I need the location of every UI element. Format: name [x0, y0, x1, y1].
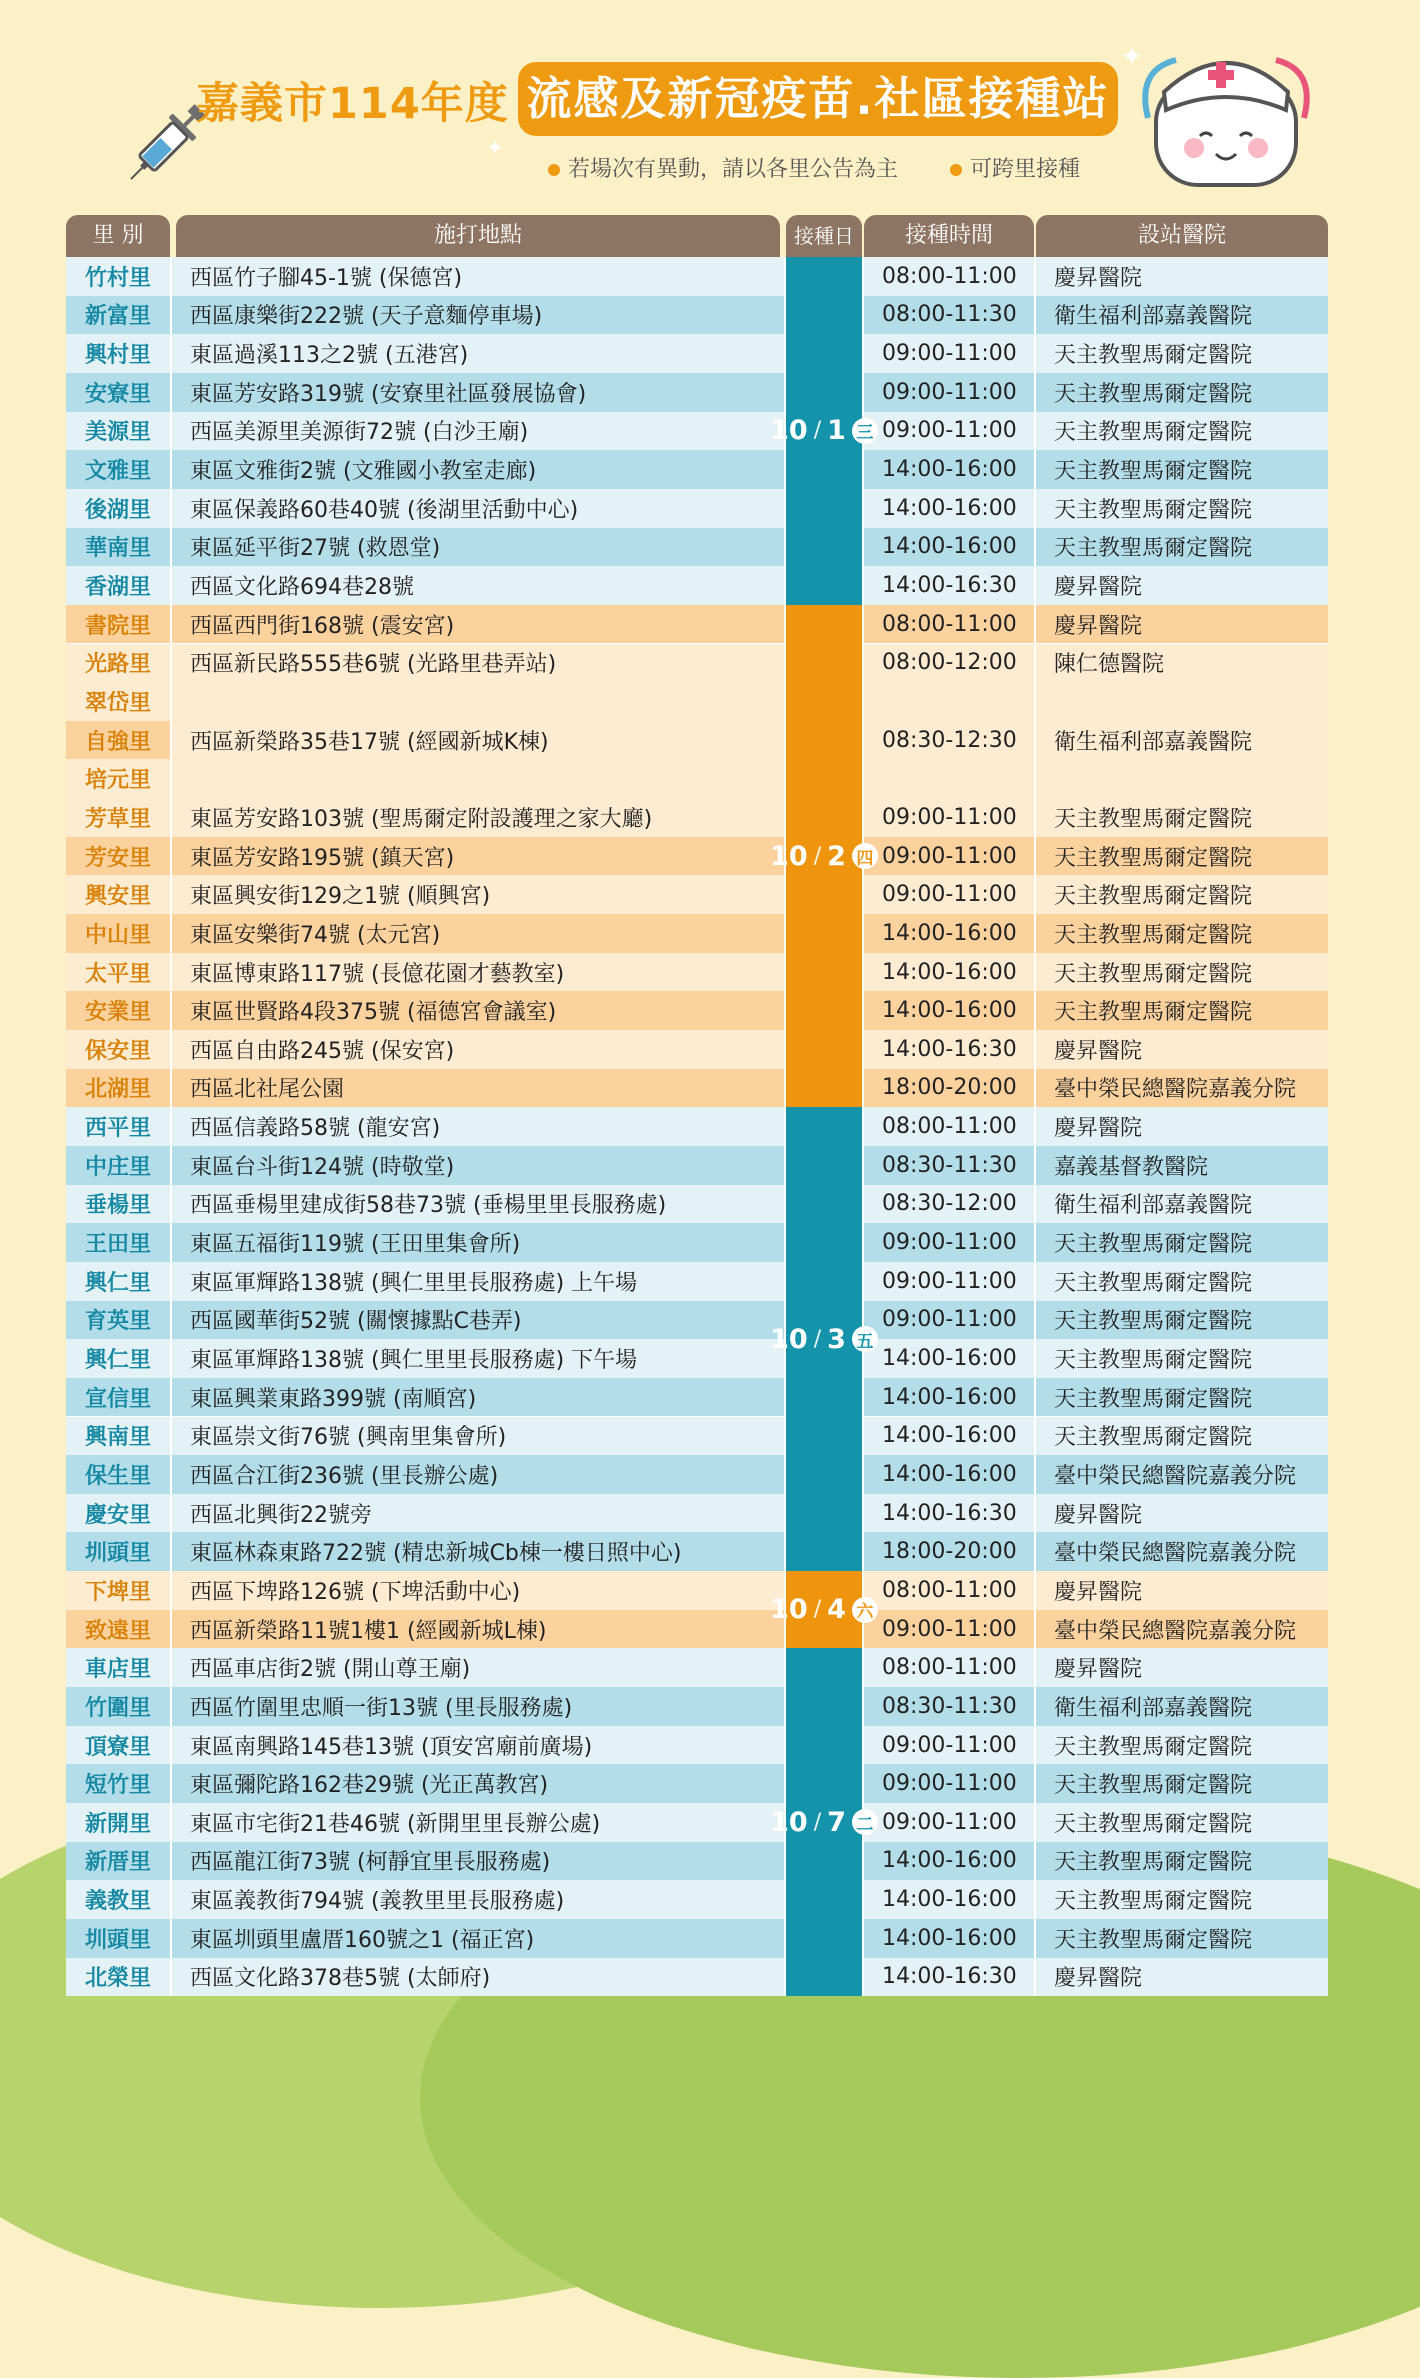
hospital-cell: 陳仁德醫院	[1036, 644, 1328, 683]
date-label	[770, 1594, 878, 1625]
hospital-cell: 衛生福利部嘉義醫院	[1036, 682, 1328, 798]
note-cross-li: 可跨里接種	[950, 152, 1080, 183]
address-cell: 東區林森東路722號 (精忠新城Cb棟一樓日照中心)	[172, 1532, 784, 1571]
table-row	[66, 798, 1328, 837]
li-name: 頂寮里	[66, 1726, 170, 1765]
li-name: 興村里	[66, 334, 170, 373]
time-cell: 14:00-16:00	[864, 914, 1034, 953]
time-cell: 14:00-16:00	[864, 1919, 1034, 1958]
time-cell: 08:30-11:30	[864, 1687, 1034, 1726]
address-cell: 東區興業東路399號 (南順宮)	[172, 1378, 784, 1417]
time-cell: 14:00-16:30	[864, 566, 1034, 605]
li-name: 安業里	[66, 991, 170, 1030]
li-name: 翠岱里	[66, 682, 170, 721]
bullet-dot-icon	[950, 164, 962, 176]
li-name: 光路里	[66, 644, 170, 683]
table-row	[66, 412, 1328, 451]
li-name: 致遠里	[66, 1610, 170, 1649]
li-name: 文雅里	[66, 450, 170, 489]
time-cell: 14:00-16:30	[864, 1030, 1034, 1069]
address-cell: 西區竹圍里忠順一街13號 (里長服務處)	[172, 1687, 784, 1726]
hospital-cell: 天主教聖馬爾定醫院	[1036, 1417, 1328, 1456]
time-cell: 09:00-11:00	[864, 1803, 1034, 1842]
date-cell	[770, 1571, 874, 1648]
address-cell: 西區下埤路126號 (下埤活動中心)	[172, 1571, 784, 1610]
address-cell: 東區興安街129之1號 (順興宮)	[172, 875, 784, 914]
address-cell: 東區義教街794號 (義教里里長服務處)	[172, 1880, 784, 1919]
li-name: 興南里	[66, 1417, 170, 1456]
time-cell: 09:00-11:00	[864, 1726, 1034, 1765]
address-cell: 西區新榮路11號1樓1 (經國新城L棟)	[172, 1610, 784, 1649]
li-name: 太平里	[66, 953, 170, 992]
table-body	[66, 257, 1328, 1996]
date-day: 7	[827, 1806, 846, 1838]
table-row	[66, 1378, 1328, 1417]
hospital-cell: 天主教聖馬爾定醫院	[1036, 1262, 1328, 1301]
bullet-dot-icon	[548, 164, 560, 176]
sparkle-icon: ✦	[486, 136, 505, 161]
hospital-cell: 天主教聖馬爾定醫院	[1036, 953, 1328, 992]
hospital-cell: 慶昇醫院	[1036, 566, 1328, 605]
address-cell: 西區文化路694巷28號	[172, 566, 784, 605]
table-row	[66, 1185, 1328, 1224]
address-cell: 東區世賢路4段375號 (福德宮會議室)	[172, 991, 784, 1030]
address-cell: 西區北社尾公園	[172, 1069, 784, 1108]
time-cell: 09:00-11:00	[864, 334, 1034, 373]
table-row	[66, 1842, 1328, 1881]
hospital-cell: 天主教聖馬爾定醫院	[1036, 1803, 1328, 1842]
li-name: 慶安里	[66, 1494, 170, 1533]
time-cell: 09:00-11:00	[864, 412, 1034, 451]
address-cell: 西區西門街168號 (震安宮)	[172, 605, 784, 644]
date-separator: /	[813, 1326, 822, 1352]
time-cell: 09:00-11:00	[864, 1223, 1034, 1262]
address-cell: 西區新民路555巷6號 (光路里巷弄站)	[172, 644, 784, 683]
table-row	[66, 450, 1328, 489]
table-row	[66, 1262, 1328, 1301]
date-month: 10	[770, 840, 808, 872]
address-cell: 東區芳安路195號 (鎮天宮)	[172, 837, 784, 876]
table-row	[66, 1648, 1328, 1687]
date-separator: /	[813, 418, 822, 444]
weekday-badge: 五	[852, 1326, 878, 1352]
hospital-cell: 慶昇醫院	[1036, 1648, 1328, 1687]
address-cell: 西區美源里美源街72號 (白沙王廟)	[172, 412, 784, 451]
address-cell: 東區五福街119號 (王田里集會所)	[172, 1223, 784, 1262]
title-main: 流感及新冠疫苗.社區接種站	[518, 62, 1118, 136]
li-name: 新開里	[66, 1803, 170, 1842]
li-name: 中山里	[66, 914, 170, 953]
address-cell: 東區軍輝路138號 (興仁里里長服務處) 下午場	[172, 1339, 784, 1378]
column-header-li: 里 別	[66, 215, 170, 257]
address-cell: 東區南興路145巷13號 (頂安宮廟前廣場)	[172, 1726, 784, 1765]
date-month: 10	[770, 415, 808, 447]
li-name: 興安里	[66, 875, 170, 914]
li-name: 華南里	[66, 528, 170, 567]
time-cell: 09:00-11:00	[864, 1301, 1034, 1340]
hospital-cell: 天主教聖馬爾定醫院	[1036, 489, 1328, 528]
table-row	[66, 1223, 1328, 1262]
hospital-cell: 衛生福利部嘉義醫院	[1036, 1185, 1328, 1224]
hospital-cell: 天主教聖馬爾定醫院	[1036, 1301, 1328, 1340]
hospital-cell: 慶昇醫院	[1036, 1958, 1328, 1997]
time-cell: 08:30-12:00	[864, 1185, 1034, 1224]
li-name: 新富里	[66, 296, 170, 335]
time-cell: 18:00-20:00	[864, 1532, 1034, 1571]
table-row	[66, 1301, 1328, 1340]
hospital-cell: 慶昇醫院	[1036, 1030, 1328, 1069]
title-year: 嘉義市114年度	[196, 79, 509, 129]
address-cell: 東區文雅街2號 (文雅國小教室走廊)	[172, 450, 784, 489]
table-row	[66, 1687, 1328, 1726]
date-label	[770, 1807, 878, 1838]
column-header-address: 施打地點	[176, 215, 780, 257]
table-row	[66, 1803, 1328, 1842]
table-row	[66, 644, 1328, 683]
hospital-cell: 天主教聖馬爾定醫院	[1036, 914, 1328, 953]
hospital-cell: 慶昇醫院	[1036, 257, 1328, 296]
table-row	[66, 1107, 1328, 1146]
address-cell: 東區芳安路319號 (安寮里社區發展協會)	[172, 373, 784, 412]
date-label	[770, 415, 878, 446]
date-separator: /	[813, 1597, 822, 1623]
li-name: 短竹里	[66, 1764, 170, 1803]
address-cell: 東區保義路60巷40號 (後湖里活動中心)	[172, 489, 784, 528]
date-separator: /	[813, 1809, 822, 1835]
date-day: 3	[827, 1323, 846, 1355]
date-day: 4	[827, 1594, 846, 1626]
vaccination-schedule-table	[66, 215, 1328, 1996]
address-cell: 西區自由路245號 (保安宮)	[172, 1030, 784, 1069]
weekday-badge: 二	[852, 1809, 878, 1835]
date-cell	[770, 1107, 874, 1571]
time-cell: 14:00-16:30	[864, 1494, 1034, 1533]
address-cell: 東區安樂街74號 (太元宮)	[172, 914, 784, 953]
table-row	[66, 1919, 1328, 1958]
li-name: 中庄里	[66, 1146, 170, 1185]
table-row	[66, 1146, 1328, 1185]
address-cell: 東區彌陀路162巷29號 (光正萬教宮)	[172, 1764, 784, 1803]
time-cell: 09:00-11:00	[864, 798, 1034, 837]
date-separator: /	[813, 843, 822, 869]
li-name: 垂楊里	[66, 1185, 170, 1224]
time-cell: 14:00-16:00	[864, 953, 1034, 992]
table-row	[66, 1030, 1328, 1069]
date-cell	[770, 257, 874, 605]
address-cell: 西區北興街22號旁	[172, 1494, 784, 1533]
li-name: 美源里	[66, 412, 170, 451]
table-row	[66, 914, 1328, 953]
column-header-date: 接種日	[786, 215, 862, 257]
time-cell: 09:00-11:00	[864, 1764, 1034, 1803]
table-row	[66, 1455, 1328, 1494]
table-row	[66, 1571, 1328, 1610]
time-cell: 14:00-16:00	[864, 528, 1034, 567]
table-row	[66, 837, 1328, 876]
li-name: 保安里	[66, 1030, 170, 1069]
address-cell: 東區台斗街124號 (時敬堂)	[172, 1146, 784, 1185]
address-cell: 東區過溪113之2號 (五港宮)	[172, 334, 784, 373]
table-row	[66, 257, 1328, 296]
hospital-cell: 慶昇醫院	[1036, 1571, 1328, 1610]
table-row	[66, 1610, 1328, 1649]
weekday-badge: 六	[852, 1597, 878, 1623]
address-cell: 西區垂楊里建成街58巷73號 (垂楊里里長服務處)	[172, 1185, 784, 1224]
li-name: 香湖里	[66, 566, 170, 605]
hospital-cell: 天主教聖馬爾定醫院	[1036, 1842, 1328, 1881]
li-name: 新厝里	[66, 1842, 170, 1881]
li-name: 育英里	[66, 1301, 170, 1340]
date-month: 10	[770, 1323, 808, 1355]
hospital-cell: 慶昇醫院	[1036, 1107, 1328, 1146]
time-cell: 14:00-16:00	[864, 991, 1034, 1030]
li-name: 芳安里	[66, 837, 170, 876]
table-row	[66, 605, 1328, 644]
li-name: 後湖里	[66, 489, 170, 528]
header	[0, 0, 1420, 210]
li-name: 書院里	[66, 605, 170, 644]
table-row	[66, 566, 1328, 605]
address-cell: 西區文化路378巷5號 (太師府)	[172, 1958, 784, 1997]
address-cell: 東區博東路117號 (長億花園才藝教室)	[172, 953, 784, 992]
time-cell: 14:00-16:00	[864, 1455, 1034, 1494]
hospital-cell: 嘉義基督教醫院	[1036, 1146, 1328, 1185]
weekday-badge: 三	[852, 418, 878, 444]
address-cell: 西區信義路58號 (龍安宮)	[172, 1107, 784, 1146]
time-cell: 09:00-11:00	[864, 1610, 1034, 1649]
hospital-cell: 天主教聖馬爾定醫院	[1036, 1880, 1328, 1919]
li-name: 下埤里	[66, 1571, 170, 1610]
time-cell: 08:00-11:00	[864, 257, 1034, 296]
table-row	[66, 1339, 1328, 1378]
address-cell: 西區龍江街73號 (柯靜宜里長服務處)	[172, 1842, 784, 1881]
date-label	[770, 1324, 878, 1355]
li-name: 竹村里	[66, 257, 170, 296]
hospital-cell: 臺中榮民總醫院嘉義分院	[1036, 1069, 1328, 1108]
nurse-mascot-icon	[1136, 40, 1316, 190]
time-cell: 09:00-11:00	[864, 837, 1034, 876]
weekday-badge: 四	[852, 843, 878, 869]
li-name: 安寮里	[66, 373, 170, 412]
address-cell: 西區車店街2號 (開山尊王廟)	[172, 1648, 784, 1687]
time-cell: 08:00-11:00	[864, 1648, 1034, 1687]
hospital-cell: 臺中榮民總醫院嘉義分院	[1036, 1610, 1328, 1649]
li-name: 北湖里	[66, 1069, 170, 1108]
time-cell: 08:30-12:30	[864, 682, 1034, 798]
li-name: 興仁里	[66, 1262, 170, 1301]
address-cell: 東區崇文街76號 (興南里集會所)	[172, 1417, 784, 1456]
hospital-cell: 天主教聖馬爾定醫院	[1036, 875, 1328, 914]
table-row	[66, 1764, 1328, 1803]
table-row	[66, 1958, 1328, 1997]
li-name: 圳頭里	[66, 1919, 170, 1958]
time-cell: 14:00-16:00	[864, 1417, 1034, 1456]
hospital-cell: 天主教聖馬爾定醫院	[1036, 334, 1328, 373]
address-cell: 西區合江街236號 (里長辦公處)	[172, 1455, 784, 1494]
time-cell: 08:30-11:30	[864, 1146, 1034, 1185]
hospital-cell: 天主教聖馬爾定醫院	[1036, 1726, 1328, 1765]
li-name: 王田里	[66, 1223, 170, 1262]
time-cell: 09:00-11:00	[864, 373, 1034, 412]
table-row	[66, 489, 1328, 528]
table-row	[66, 1532, 1328, 1571]
hospital-cell: 天主教聖馬爾定醫院	[1036, 1764, 1328, 1803]
li-name: 芳草里	[66, 798, 170, 837]
address-cell: 東區圳頭里盧厝160號之1 (福正宮)	[172, 1919, 784, 1958]
table-row	[66, 528, 1328, 567]
table-row	[66, 953, 1328, 992]
hospital-cell: 天主教聖馬爾定醫院	[1036, 837, 1328, 876]
date-day: 1	[827, 415, 846, 447]
date-label	[770, 841, 878, 872]
address-cell: 西區康樂街222號 (天子意麵停車場)	[172, 296, 784, 335]
address-cell: 西區竹子腳45-1號 (保德宮)	[172, 257, 784, 296]
table-row	[66, 875, 1328, 914]
address-cell: 東區芳安路103號 (聖馬爾定附設護理之家大廳)	[172, 798, 784, 837]
address-cell: 東區延平街27號 (救恩堂)	[172, 528, 784, 567]
hospital-cell: 慶昇醫院	[1036, 1494, 1328, 1533]
li-name: 保生里	[66, 1455, 170, 1494]
address-cell: 西區新榮路35巷17號 (經國新城K棟)	[172, 682, 784, 798]
address-cell: 東區市宅街21巷46號 (新開里里長辦公處)	[172, 1803, 784, 1842]
time-cell: 08:00-11:00	[864, 1571, 1034, 1610]
table-header	[66, 215, 1328, 257]
time-cell: 14:00-16:00	[864, 450, 1034, 489]
date-month: 10	[770, 1806, 808, 1838]
time-cell: 09:00-11:00	[864, 1262, 1034, 1301]
li-name: 圳頭里	[66, 1532, 170, 1571]
table-row	[66, 1494, 1328, 1533]
time-cell: 14:00-16:00	[864, 1880, 1034, 1919]
hospital-cell: 天主教聖馬爾定醫院	[1036, 450, 1328, 489]
date-month: 10	[770, 1594, 808, 1626]
time-cell: 14:00-16:00	[864, 1842, 1034, 1881]
time-cell: 09:00-11:00	[864, 875, 1034, 914]
li-name: 興仁里	[66, 1339, 170, 1378]
table-row	[66, 1880, 1328, 1919]
table-row	[66, 373, 1328, 412]
hospital-cell: 天主教聖馬爾定醫院	[1036, 412, 1328, 451]
time-cell: 14:00-16:00	[864, 489, 1034, 528]
hospital-cell: 天主教聖馬爾定醫院	[1036, 798, 1328, 837]
table-row	[66, 1069, 1328, 1108]
li-name: 培元里	[66, 759, 170, 798]
column-header-time: 接種時間	[864, 215, 1034, 257]
table-row	[66, 991, 1328, 1030]
date-day: 2	[827, 840, 846, 872]
time-cell: 08:00-11:00	[864, 605, 1034, 644]
hospital-cell: 天主教聖馬爾定醫院	[1036, 1223, 1328, 1262]
li-name: 北榮里	[66, 1958, 170, 1997]
hospital-cell: 天主教聖馬爾定醫院	[1036, 1339, 1328, 1378]
li-name: 車店里	[66, 1648, 170, 1687]
hospital-cell: 天主教聖馬爾定醫院	[1036, 373, 1328, 412]
table-row	[66, 1417, 1328, 1456]
li-name: 西平里	[66, 1107, 170, 1146]
date-cell	[770, 605, 874, 1107]
hospital-cell: 衛生福利部嘉義醫院	[1036, 296, 1328, 335]
time-cell: 14:00-16:00	[864, 1339, 1034, 1378]
note-change: 若場次有異動，請以各里公告為主	[548, 152, 898, 183]
time-cell: 08:00-11:30	[864, 296, 1034, 335]
time-cell: 14:00-16:00	[864, 1378, 1034, 1417]
hospital-cell: 天主教聖馬爾定醫院	[1036, 991, 1328, 1030]
address-cell: 西區國華街52號 (關懷據點C巷弄)	[172, 1301, 784, 1340]
date-cell	[770, 1648, 874, 1996]
table-row	[66, 334, 1328, 373]
time-cell: 14:00-16:30	[864, 1958, 1034, 1997]
sparkle-icon: ✦	[1120, 40, 1144, 73]
hospital-cell: 臺中榮民總醫院嘉義分院	[1036, 1532, 1328, 1571]
hospital-cell: 天主教聖馬爾定醫院	[1036, 1919, 1328, 1958]
li-name: 自強里	[66, 721, 170, 760]
hospital-cell: 慶昇醫院	[1036, 605, 1328, 644]
address-cell: 東區軍輝路138號 (興仁里里長服務處) 上午場	[172, 1262, 784, 1301]
hospital-cell: 天主教聖馬爾定醫院	[1036, 1378, 1328, 1417]
time-cell: 08:00-12:00	[864, 644, 1034, 683]
time-cell: 18:00-20:00	[864, 1069, 1034, 1108]
hospital-cell: 天主教聖馬爾定醫院	[1036, 528, 1328, 567]
hospital-cell: 衛生福利部嘉義醫院	[1036, 1687, 1328, 1726]
li-name: 竹圍里	[66, 1687, 170, 1726]
time-cell: 08:00-11:00	[864, 1107, 1034, 1146]
li-name: 宣信里	[66, 1378, 170, 1417]
table-row	[66, 296, 1328, 335]
table-row	[66, 1726, 1328, 1765]
li-name: 義教里	[66, 1880, 170, 1919]
column-header-hospital: 設站醫院	[1036, 215, 1328, 257]
hospital-cell: 臺中榮民總醫院嘉義分院	[1036, 1455, 1328, 1494]
